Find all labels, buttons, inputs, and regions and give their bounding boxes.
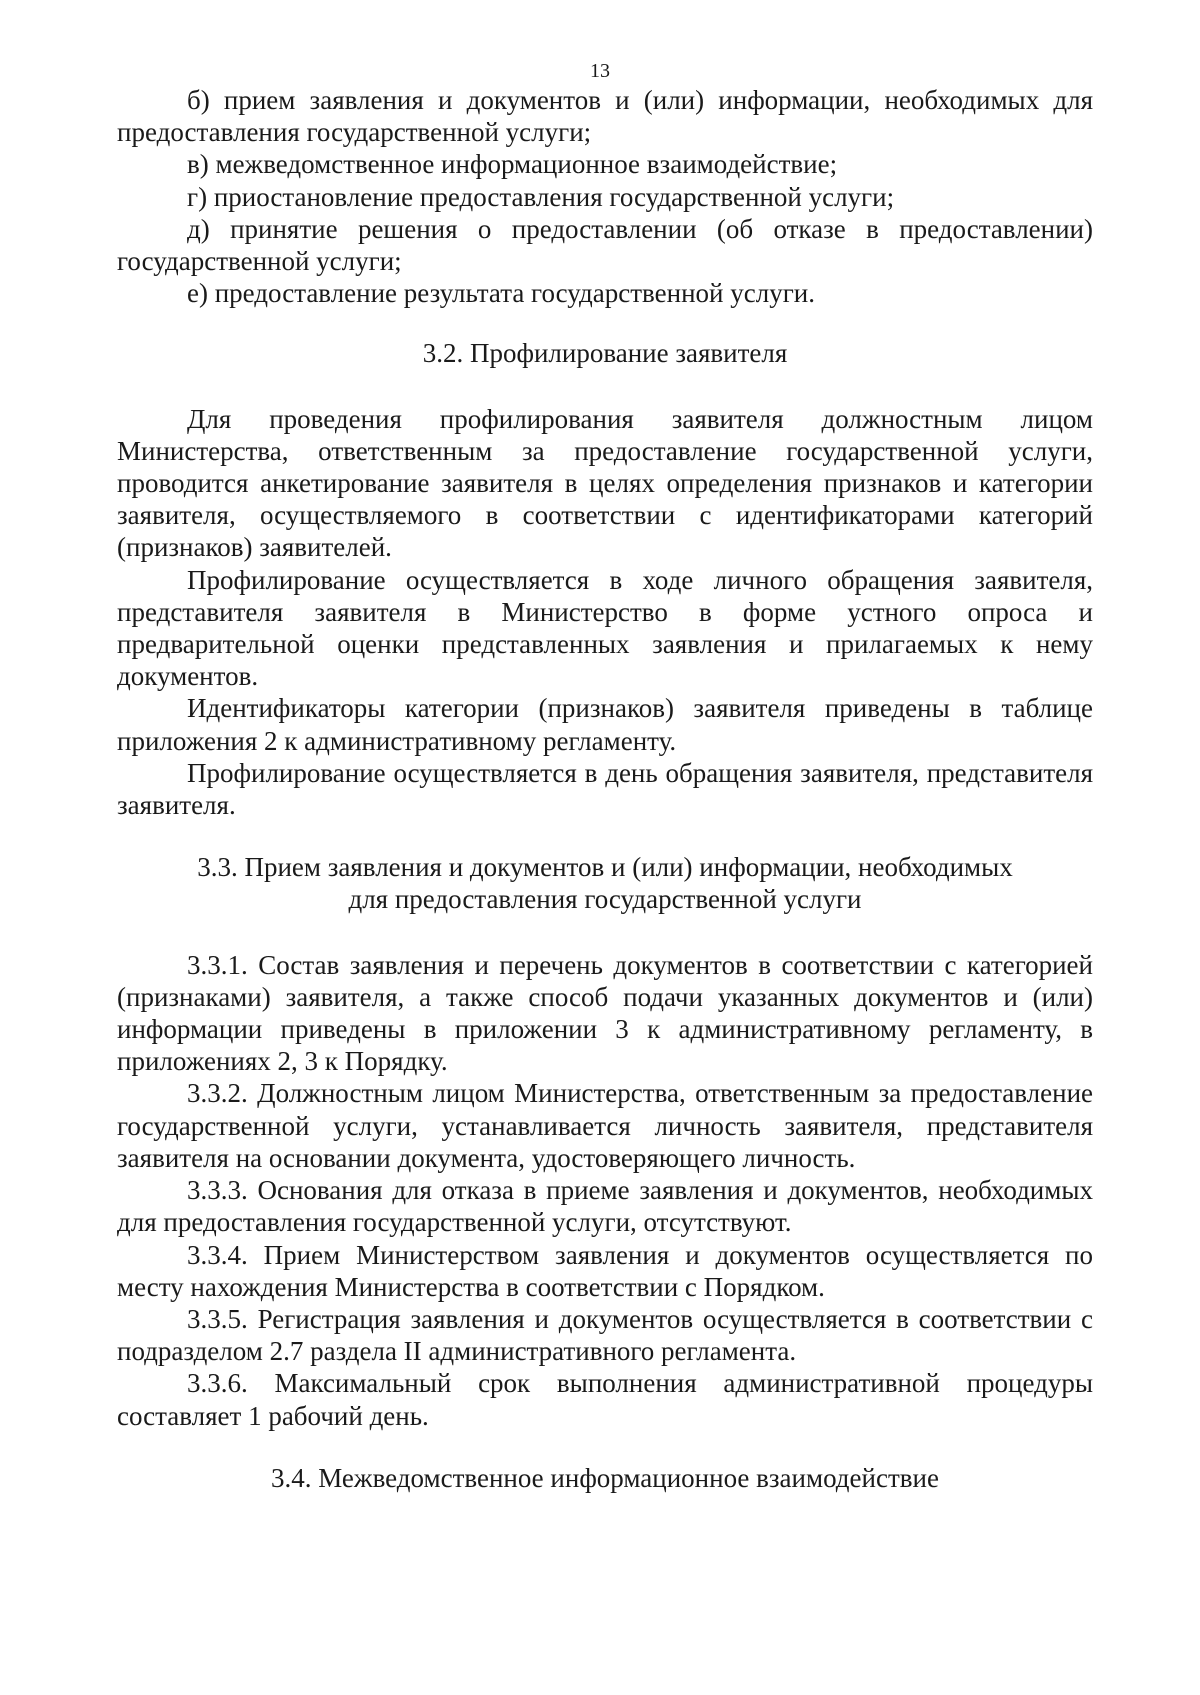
list-item: б) прием заявления и документов и (или) информации, необходимых для предоставления государственной услуги; bbox=[117, 85, 1093, 148]
list-item: е) предоставление результата государственной услуги. bbox=[187, 278, 815, 309]
paragraph: 3.3.2. Должностным лицом Министерства, ответственным за предоставление государственной услуги, устанавливается личность заявителя, представителя заявителя на основании документа, удостоверяющего личность. bbox=[117, 1078, 1093, 1173]
section-heading-3-4: 3.4. Межведомственное информационное взаимодействие bbox=[271, 1462, 939, 1493]
paragraph: 3.3.3. Основания для отказа в приеме заявления и документов, необходимых для предоставления государственной услуги, отсутствуют. bbox=[117, 1175, 1093, 1238]
paragraph: Профилирование осуществляется в ходе личного обращения заявителя, представителя заявителя в Министерство в форме устного опроса и предварительной оценки представленных заявления и прилагаемых к нему документов. bbox=[117, 564, 1093, 692]
section-3-2-body bbox=[117, 403, 1093, 822]
paragraph: 3.3.1. Состав заявления и перечень документов в соответствии с категорией (признаками) заявителя, а также способ подачи указанных документов и (или) информации приведены в приложении 3 к административному регламенту, в приложениях 2, 3 к Порядку. bbox=[117, 949, 1093, 1077]
paragraph: 3.3.5. Регистрация заявления и документов осуществляется в соответствии с подразделом 2.7 раздела II административного регламента. bbox=[117, 1303, 1093, 1367]
list-item: в) межведомственное информационное взаимодействие; bbox=[187, 149, 838, 180]
list-item: д) принятие решения о предоставлении (об отказе в предоставлении) государственной услуги; bbox=[117, 213, 1093, 277]
page-number: 13 bbox=[590, 60, 610, 82]
paragraph: 3.3.4. Прием Министерством заявления и документов осуществляется по месту нахождения Министерства в соответствии с Порядком. bbox=[117, 1239, 1093, 1302]
page-content bbox=[117, 84, 1093, 1494]
paragraph: Идентификаторы категории (признаков) заявителя приведены в таблице приложения 2 к административному регламенту. bbox=[117, 693, 1093, 756]
section-heading-3-3: 3.3. Прием заявления и документов и (или) информации, необходимых для предоставления государственной услуги bbox=[197, 852, 1013, 915]
section-heading-3-2: 3.2. Профилирование заявителя bbox=[422, 338, 788, 369]
list-item: г) приостановление предоставления государственной услуги; bbox=[187, 181, 895, 212]
section-3-3-body bbox=[117, 949, 1093, 1432]
paragraph: Профилирование осуществляется в день обращения заявителя, представителя заявителя. bbox=[117, 757, 1093, 821]
procedure-list bbox=[117, 84, 1093, 309]
paragraph: Для проведения профилирования заявителя должностным лицом Министерства, ответственным за предоставление государственной услуги, проводится анкетирование заявителя в целях определения признаков и категории заявителя, осуществляемого в соответствии с идентификаторами категорий (признаков) заявителей. bbox=[117, 403, 1093, 563]
paragraph: 3.3.6. Максимальный срок выполнения административной процедуры составляет 1 рабочий день. bbox=[117, 1368, 1093, 1431]
